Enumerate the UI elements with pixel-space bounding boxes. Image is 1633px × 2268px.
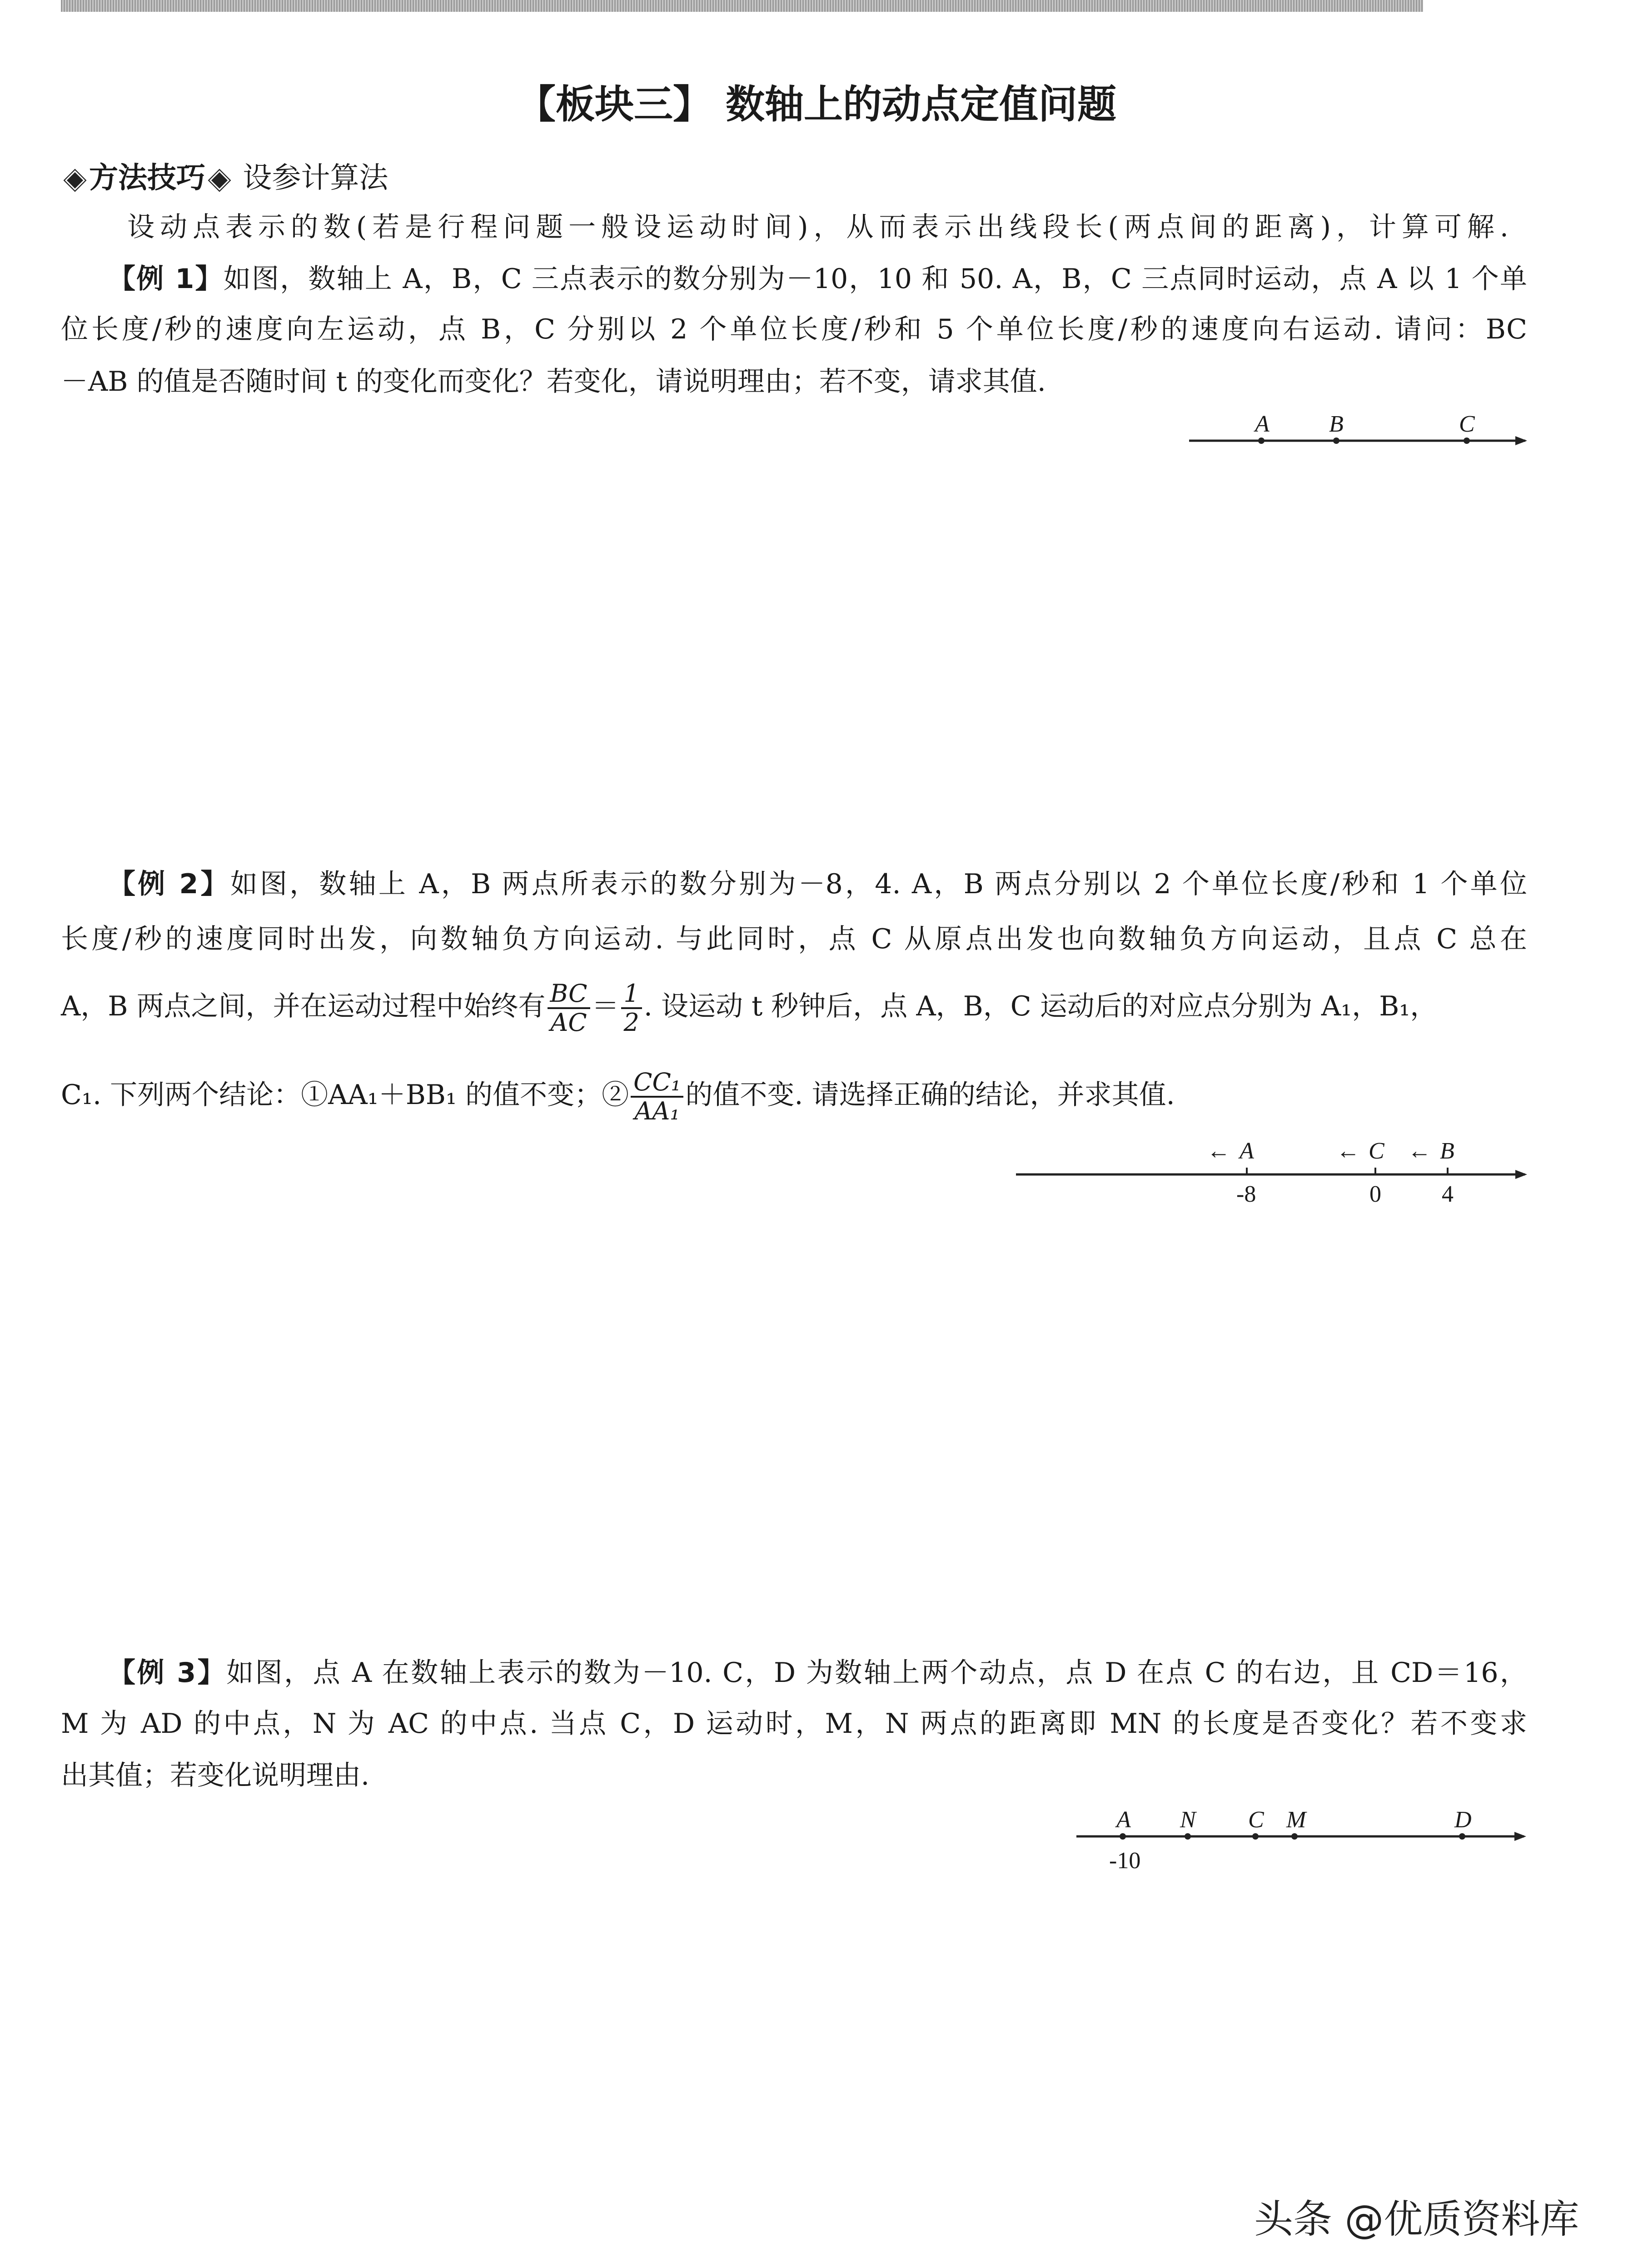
ex1-number-line bbox=[1189, 409, 1534, 463]
point-label-c: C bbox=[1248, 1807, 1264, 1833]
arrow-head-icon bbox=[1515, 1170, 1527, 1179]
ex2-line-3 bbox=[61, 977, 1527, 1036]
ex3-line-1 bbox=[108, 1655, 1527, 1691]
method-heading bbox=[61, 154, 388, 196]
ex2-tag: 【例 2】 bbox=[108, 868, 230, 900]
ex3-tag: 【例 3】 bbox=[108, 1657, 227, 1689]
method-name: 设参计算法 bbox=[243, 161, 388, 195]
arrow-head-icon bbox=[1514, 1832, 1526, 1841]
header-band bbox=[61, 0, 1423, 12]
ex1-tag: 【例 1】 bbox=[108, 263, 224, 295]
ex3-number-line bbox=[1076, 1804, 1535, 1876]
point-label-b: B bbox=[1440, 1138, 1454, 1164]
ex3-line-3: 出其值；若变化说明理由. bbox=[61, 1760, 370, 1791]
page-title: 【板块三】 数轴上的动点定值问题 bbox=[517, 82, 1116, 127]
numerator: BC bbox=[548, 980, 590, 1009]
numerator: 1 bbox=[621, 980, 642, 1009]
point-label-a: A bbox=[1116, 1807, 1131, 1833]
ex1-line-1 bbox=[108, 261, 1527, 297]
denominator: AA₁ bbox=[634, 1097, 680, 1126]
point-label-a: A bbox=[1240, 1138, 1254, 1164]
diamond-icon bbox=[65, 170, 85, 190]
ex3-text: 如图，点 A 在数轴上表示的数为－10. C，D 为数轴上两个动点，点 D 在点 C 的右边，且 CD＝16， bbox=[226, 1657, 1527, 1689]
denominator: AC bbox=[550, 1008, 587, 1037]
left-arrow-icon: ← bbox=[1336, 1138, 1360, 1164]
arrow-head-icon bbox=[1515, 436, 1527, 445]
ex2-text: 的值不变. 请选择正确的结论，并求其值. bbox=[685, 1079, 1175, 1111]
intro-text: 设动点表示的数(若是行程问题一般设运动时间)，从而表示出线段长(两点间的距离)，计算可解. bbox=[127, 211, 1509, 243]
ex2-line-2: 长度/秒的速度同时出发，向数轴负方向运动. 与此同时，点 C 从原点出发也向数轴负方向运动，且点 C 总在 bbox=[61, 923, 1527, 955]
ex1-text: 如图，数轴上 A，B，C 三点表示的数分别为－10，10 和 50. A，B，C 三点同时运动，点 A 以 1 个单 bbox=[223, 263, 1528, 295]
point-label-m: M bbox=[1286, 1807, 1306, 1833]
left-arrow-icon: ← bbox=[1207, 1138, 1230, 1164]
point-label-a: A bbox=[1255, 411, 1270, 437]
tick-label: 0 bbox=[1369, 1181, 1381, 1207]
ex1-line-3: －AB 的值是否随时间 t 的变化而变化？若变化，请说明理由；若不变，请求其值. bbox=[61, 366, 1046, 398]
ex3-line-2: M 为 AD 的中点，N 为 AC 的中点. 当点 C，D 运动时，M，N 两点的距离即 MN 的长度是否变化？若不变求 bbox=[61, 1708, 1527, 1740]
ex1-line-2: 位长度/秒的速度向左运动，点 B，C 分别以 2 个单位长度/秒和 5 个单位长度/秒的速度向右运动. 请问：BC bbox=[61, 313, 1527, 345]
ex2-text: C₁. 下列两个结论：①AA₁＋BB₁ 的值不变；② bbox=[61, 1079, 629, 1111]
denominator: 2 bbox=[623, 1008, 639, 1037]
method-label: 方法技巧 bbox=[89, 161, 205, 195]
fraction-bc-ac bbox=[548, 980, 590, 1036]
ex2-text: 如图，数轴上 A，B 两点所表示的数分别为－8，4. A，B 两点分别以 2 个单位长度/秒和 1 个单位 bbox=[230, 868, 1527, 900]
tick-label: -8 bbox=[1236, 1181, 1256, 1207]
tick-label: 4 bbox=[1442, 1181, 1454, 1207]
ex2-line-1 bbox=[108, 866, 1527, 902]
tick-label: -10 bbox=[1109, 1848, 1141, 1874]
fraction-cc1-aa1 bbox=[631, 1069, 683, 1125]
fraction-one-half bbox=[621, 980, 642, 1036]
watermark: 头条 @优质资料库 bbox=[1254, 2197, 1579, 2242]
ex2-line-4 bbox=[61, 1065, 1527, 1125]
point-label-c: C bbox=[1369, 1138, 1384, 1164]
ex2-text: A，B 两点之间，并在运动过程中始终有 bbox=[61, 990, 546, 1022]
numerator: CC₁ bbox=[631, 1069, 683, 1098]
equals: ＝ bbox=[592, 990, 619, 1022]
ex2-number-line bbox=[1016, 1136, 1534, 1218]
point-label-b: B bbox=[1329, 411, 1344, 437]
point-label-n: N bbox=[1180, 1807, 1196, 1833]
point-label-c: C bbox=[1459, 411, 1475, 437]
point-label-d: D bbox=[1454, 1807, 1472, 1833]
diamond-icon bbox=[209, 170, 230, 190]
left-arrow-icon: ← bbox=[1408, 1138, 1431, 1164]
ex2-text: . 设运动 t 秒钟后，点 A，B，C 运动后的对应点分别为 A₁，B₁， bbox=[643, 990, 1438, 1022]
